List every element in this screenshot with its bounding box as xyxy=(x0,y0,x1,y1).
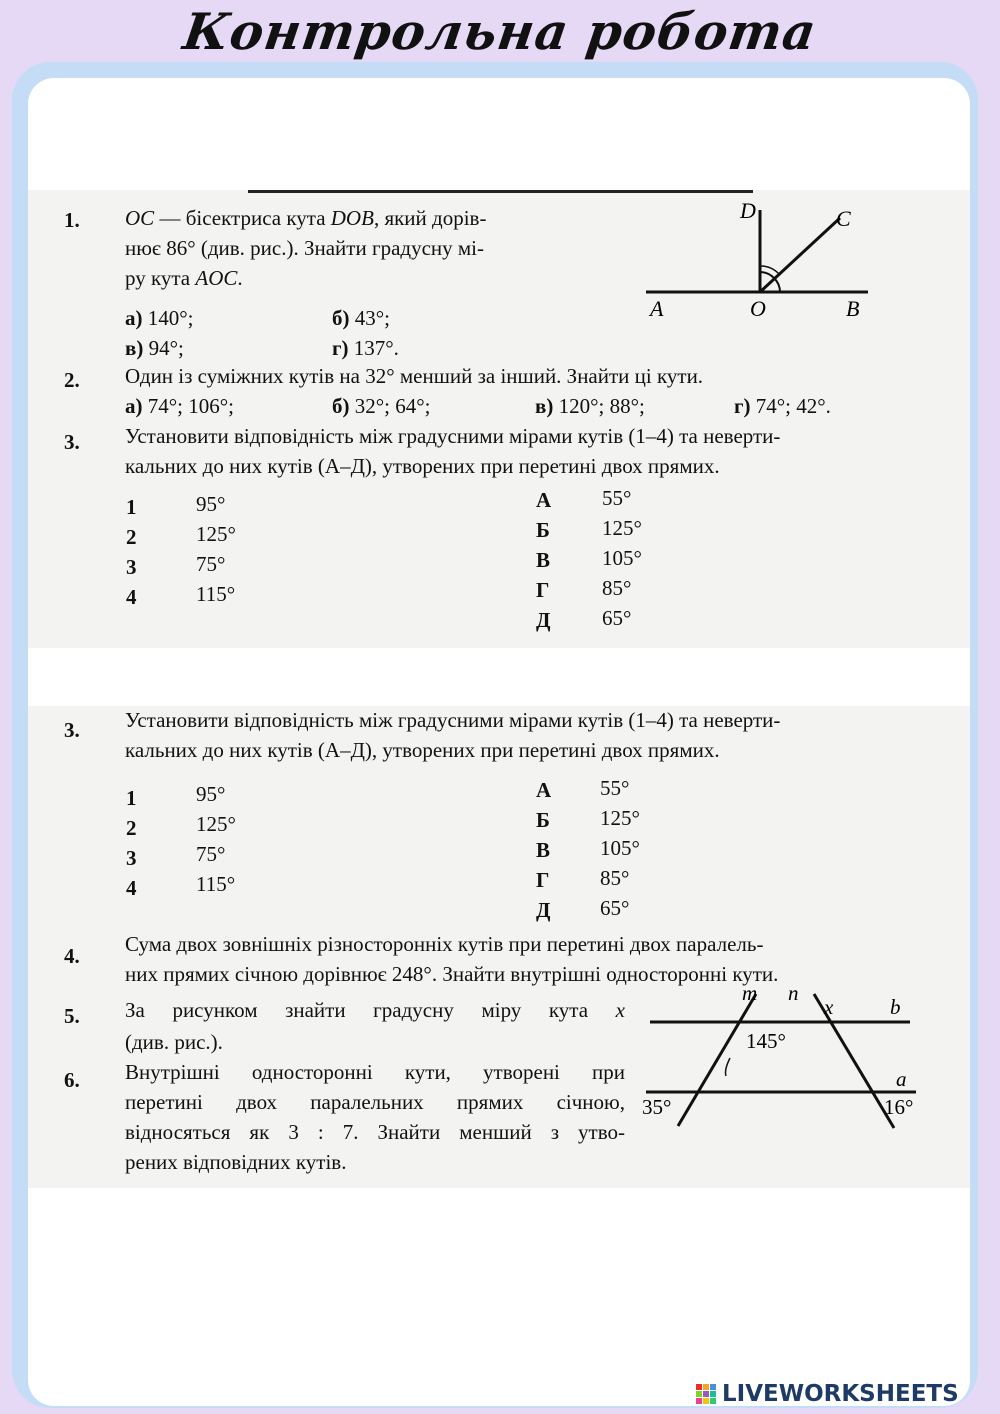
q2-option-c[interactable]: в) 120°; 88°; xyxy=(535,394,645,418)
q5-number: 5. xyxy=(64,1004,80,1028)
liveworksheets-logo[interactable] xyxy=(696,1378,959,1410)
divider-line xyxy=(248,190,753,193)
q1-option-a[interactable]: а) 140°; xyxy=(125,306,194,330)
q3b-right-value: 55° xyxy=(600,776,630,800)
fig2-angle-35: 35° xyxy=(642,1095,672,1119)
q3a-right-key: А xyxy=(536,488,552,512)
q2-number: 2. xyxy=(64,368,80,392)
q3b-left-key: 4 xyxy=(126,876,137,900)
q5-figure xyxy=(638,980,938,1140)
fig1-label-o: O xyxy=(750,296,766,321)
q3a-number: 3. xyxy=(64,430,80,454)
scan-section-1 xyxy=(28,190,970,648)
q3b-right-value: 65° xyxy=(600,896,630,920)
q3a-left-key: 2 xyxy=(126,525,137,549)
q3a-line1: Установити відповідність між градусними мірами кутів (1–4) та неверти- xyxy=(125,424,781,448)
q3a-right-value: 85° xyxy=(602,576,632,600)
logo-grid-icon xyxy=(696,1384,716,1404)
q6-line4: рених відповідних кутів. xyxy=(125,1150,347,1174)
logo-grid-cell xyxy=(696,1391,702,1397)
q3b-left-value: 75° xyxy=(196,842,226,866)
q3b-number: 3. xyxy=(64,718,80,742)
q3a-left-key: 3 xyxy=(126,555,137,579)
logo-grid-cell xyxy=(710,1391,716,1397)
q3a-right-key: В xyxy=(536,548,551,572)
q1-number: 1. xyxy=(64,208,80,232)
q3a-left-value: 75° xyxy=(196,552,226,576)
q3a-right-key: Б xyxy=(536,518,550,542)
q3a-right-value: 55° xyxy=(602,486,632,510)
q3b-right-key: Г xyxy=(536,868,550,892)
fig2-label-a: a xyxy=(896,1067,907,1091)
q1-line3: ру кута AOC. xyxy=(125,266,243,290)
q5-line1: За рисунком знайти градусну міру кута x xyxy=(125,998,625,1022)
q3b-left-value: 115° xyxy=(196,872,236,896)
q1-option-d[interactable]: г) 137°. xyxy=(332,336,399,360)
q6-line1: Внутрішні односторонні кути, утворені при xyxy=(125,1060,625,1084)
q3a-right-value: 65° xyxy=(602,606,632,630)
q3b-left-value: 95° xyxy=(196,782,226,806)
q1-line1: OC — бісектриса кута DOB, який дорів- xyxy=(125,206,487,230)
fig2-label-b: b xyxy=(890,995,901,1019)
q3b-left-key: 3 xyxy=(126,846,137,870)
q3a-left-key: 4 xyxy=(126,585,137,609)
q5-line2: (див. рис.). xyxy=(125,1030,223,1054)
q2-option-b[interactable]: б) 32°; 64°; xyxy=(332,394,431,418)
q3a-right-value: 105° xyxy=(602,546,642,570)
q3b-right-key: Б xyxy=(536,808,550,832)
q6-line2: перетині двох паралельних прямих січною, xyxy=(125,1090,625,1114)
q3b-right-value: 105° xyxy=(600,836,640,860)
logo-grid-cell xyxy=(710,1398,716,1404)
fig1-label-d: D xyxy=(740,198,756,223)
fig1-label-a: A xyxy=(650,296,664,321)
fig2-label-x: x xyxy=(824,995,834,1019)
logo-grid-cell xyxy=(696,1398,702,1404)
logo-grid-cell xyxy=(703,1398,709,1404)
q3b-left-value: 125° xyxy=(196,812,236,836)
q3b-left-key: 2 xyxy=(126,816,137,840)
q3b-right-key: Д xyxy=(536,898,551,922)
q6-number: 6. xyxy=(64,1068,80,1092)
q3a-right-value: 125° xyxy=(602,516,642,540)
fig2-angle-16: 16° xyxy=(884,1095,914,1119)
q3a-left-key: 1 xyxy=(126,495,137,519)
q2-option-a[interactable]: а) 74°; 106°; xyxy=(125,394,234,418)
q4-number: 4. xyxy=(64,944,80,968)
q4-line1: Сума двох зовнішніх різносторонніх кутів при перетині двох паралель- xyxy=(125,932,764,956)
q1-figure xyxy=(628,196,888,326)
fig2-label-n: n xyxy=(788,981,799,1005)
q2-option-d[interactable]: г) 74°; 42°. xyxy=(734,394,831,418)
q2-text: Один із суміжних кутів на 32° менший за інший. Знайти ці кути. xyxy=(125,364,704,388)
worksheet-title: Контрольна робота xyxy=(179,2,821,61)
logo-grid-cell xyxy=(703,1384,709,1390)
logo-grid-cell xyxy=(696,1384,702,1390)
q3a-right-key: Д xyxy=(536,608,551,632)
q3b-line1: Установити відповідність між градусними мірами кутів (1–4) та неверти- xyxy=(125,708,781,732)
logo-grid-cell xyxy=(703,1391,709,1397)
q3a-right-key: Г xyxy=(536,578,550,602)
q3b-right-value: 85° xyxy=(600,866,630,890)
q3a-left-value: 125° xyxy=(196,522,236,546)
q1-line2: нює 86° (див. рис.). Знайти градусну мі- xyxy=(125,236,484,260)
fig1-label-c: C xyxy=(836,206,851,231)
q3b-right-key: А xyxy=(536,778,552,802)
q1-option-c[interactable]: в) 94°; xyxy=(125,336,184,360)
q3a-left-value: 115° xyxy=(196,582,236,606)
q1-option-b[interactable]: б) 43°; xyxy=(332,306,390,330)
q3b-right-value: 125° xyxy=(600,806,640,830)
q6-line3: відносяться як 3 : 7. Знайти менший з утво- xyxy=(125,1120,625,1144)
fig2-angle-145: 145° xyxy=(746,1029,786,1053)
q3a-left-value: 95° xyxy=(196,492,226,516)
logo-grid-cell xyxy=(710,1384,716,1390)
fig1-label-b: B xyxy=(846,296,860,321)
q3b-left-key: 1 xyxy=(126,786,137,810)
q3a-line2: кальних до них кутів (А–Д), утворених при перетині двох прямих. xyxy=(125,454,720,478)
q3b-line2: кальних до них кутів (А–Д), утворених при перетині двох прямих. xyxy=(125,738,720,762)
fig2-label-m: m xyxy=(742,981,758,1005)
q3b-right-key: В xyxy=(536,838,551,862)
scan-section-2 xyxy=(28,706,970,1188)
q4-line2: них прямих січною дорівнює 248°. Знайти внутрішні односторонні кути. xyxy=(125,962,779,986)
logo-text: LIVEWORKSHEETS xyxy=(722,1381,959,1407)
